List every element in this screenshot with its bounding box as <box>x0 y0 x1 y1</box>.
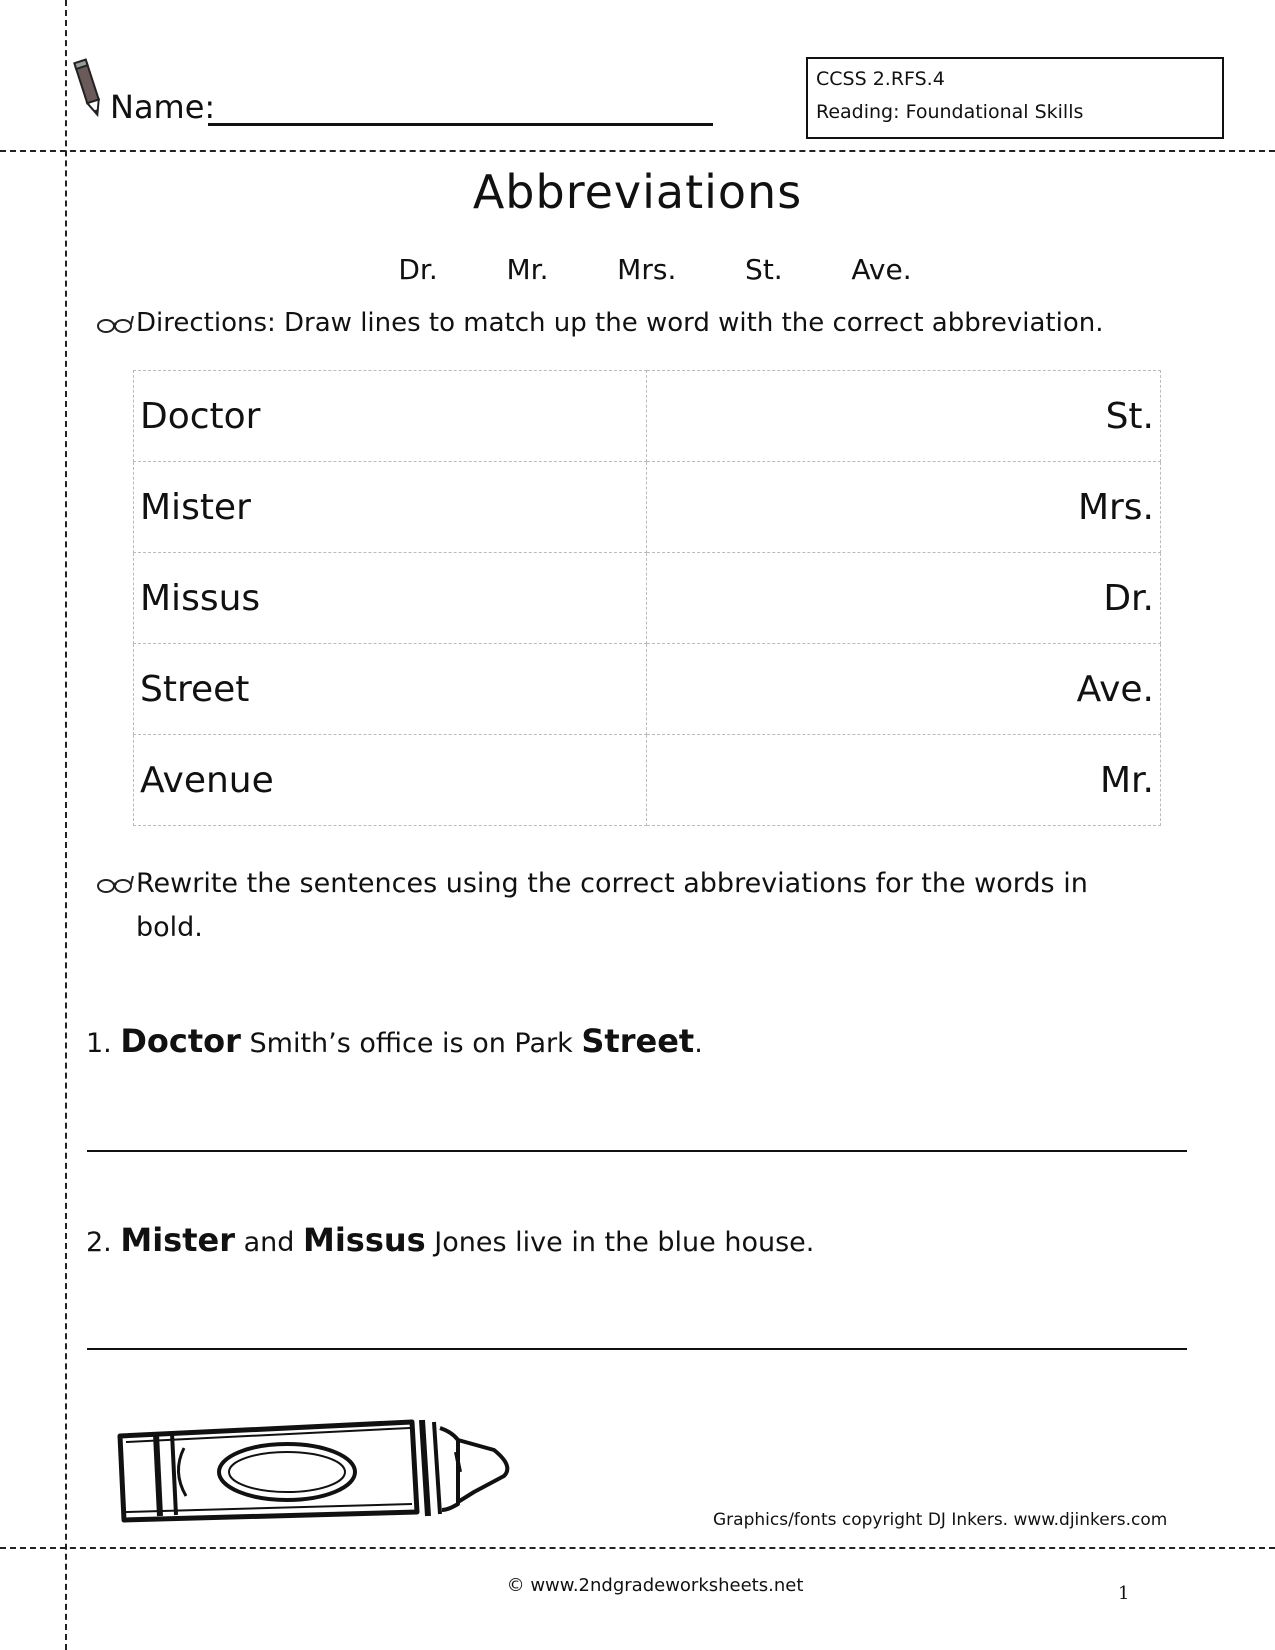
question-text: and <box>235 1227 303 1258</box>
vertical-cut-line <box>65 0 67 1650</box>
standard-box <box>806 57 1224 139</box>
match-word: Avenue <box>134 735 647 826</box>
question-number: 2. <box>86 1227 112 1258</box>
rewrite-instruction <box>96 862 1136 950</box>
match-word: Mister <box>134 462 647 553</box>
footer-website: © www.2ndgradeworksheets.net <box>506 1575 804 1596</box>
name-label: Name: <box>110 88 216 126</box>
name-field-line[interactable] <box>208 123 713 126</box>
question-text: Smith’s office is on Park <box>240 1028 582 1059</box>
copyright-text: Graphics/fonts copyright DJ Inkers. www.djinkers.com <box>713 1510 1168 1530</box>
table-row <box>134 735 1161 826</box>
match-word: Doctor <box>134 371 647 462</box>
table-row <box>134 462 1161 553</box>
standard-description: Reading: Foundational Skills <box>816 101 1084 123</box>
glasses-icon <box>96 314 134 334</box>
page-number: 1 <box>1118 1583 1130 1604</box>
question-2 <box>86 1221 814 1259</box>
table-row <box>134 371 1161 462</box>
table-row <box>134 644 1161 735</box>
answer-line-1[interactable] <box>87 1150 1187 1152</box>
match-abbreviation: Dr. <box>647 553 1161 644</box>
standard-code: CCSS 2.RFS.4 <box>816 68 945 90</box>
directions <box>96 308 1103 338</box>
question-number: 1. <box>86 1028 112 1059</box>
matching-table <box>133 370 1161 826</box>
pencil-icon <box>72 58 106 120</box>
bold-word: Missus <box>302 1221 426 1259</box>
match-word: Missus <box>134 553 647 644</box>
abbreviation-list: Dr. Mr. Mrs. St. Ave. <box>398 253 912 286</box>
answer-line-2[interactable] <box>87 1348 1187 1350</box>
directions-text: Directions: Draw lines to match up the word with the correct abbreviation. <box>136 308 1104 338</box>
bold-word: Doctor <box>120 1022 241 1060</box>
match-abbreviation: Mrs. <box>647 462 1161 553</box>
page-title: Abbreviations <box>472 165 803 219</box>
table-row <box>134 553 1161 644</box>
match-abbreviation: Ave. <box>647 644 1161 735</box>
question-text: Jones live in the blue house. <box>425 1227 815 1258</box>
question-text: . <box>694 1028 703 1059</box>
bold-word: Street <box>581 1022 695 1060</box>
match-abbreviation: St. <box>647 371 1161 462</box>
question-1 <box>86 1022 703 1060</box>
bold-word: Mister <box>120 1221 235 1259</box>
crayon-icon <box>112 1412 522 1526</box>
match-word: Street <box>134 644 647 735</box>
top-cut-line <box>0 150 1275 152</box>
glasses-icon <box>96 874 134 894</box>
rewrite-instruction-text: Rewrite the sentences using the correct abbreviations for the words in bold. <box>136 868 1088 943</box>
match-abbreviation: Mr. <box>647 735 1161 826</box>
bottom-cut-line <box>0 1547 1275 1549</box>
